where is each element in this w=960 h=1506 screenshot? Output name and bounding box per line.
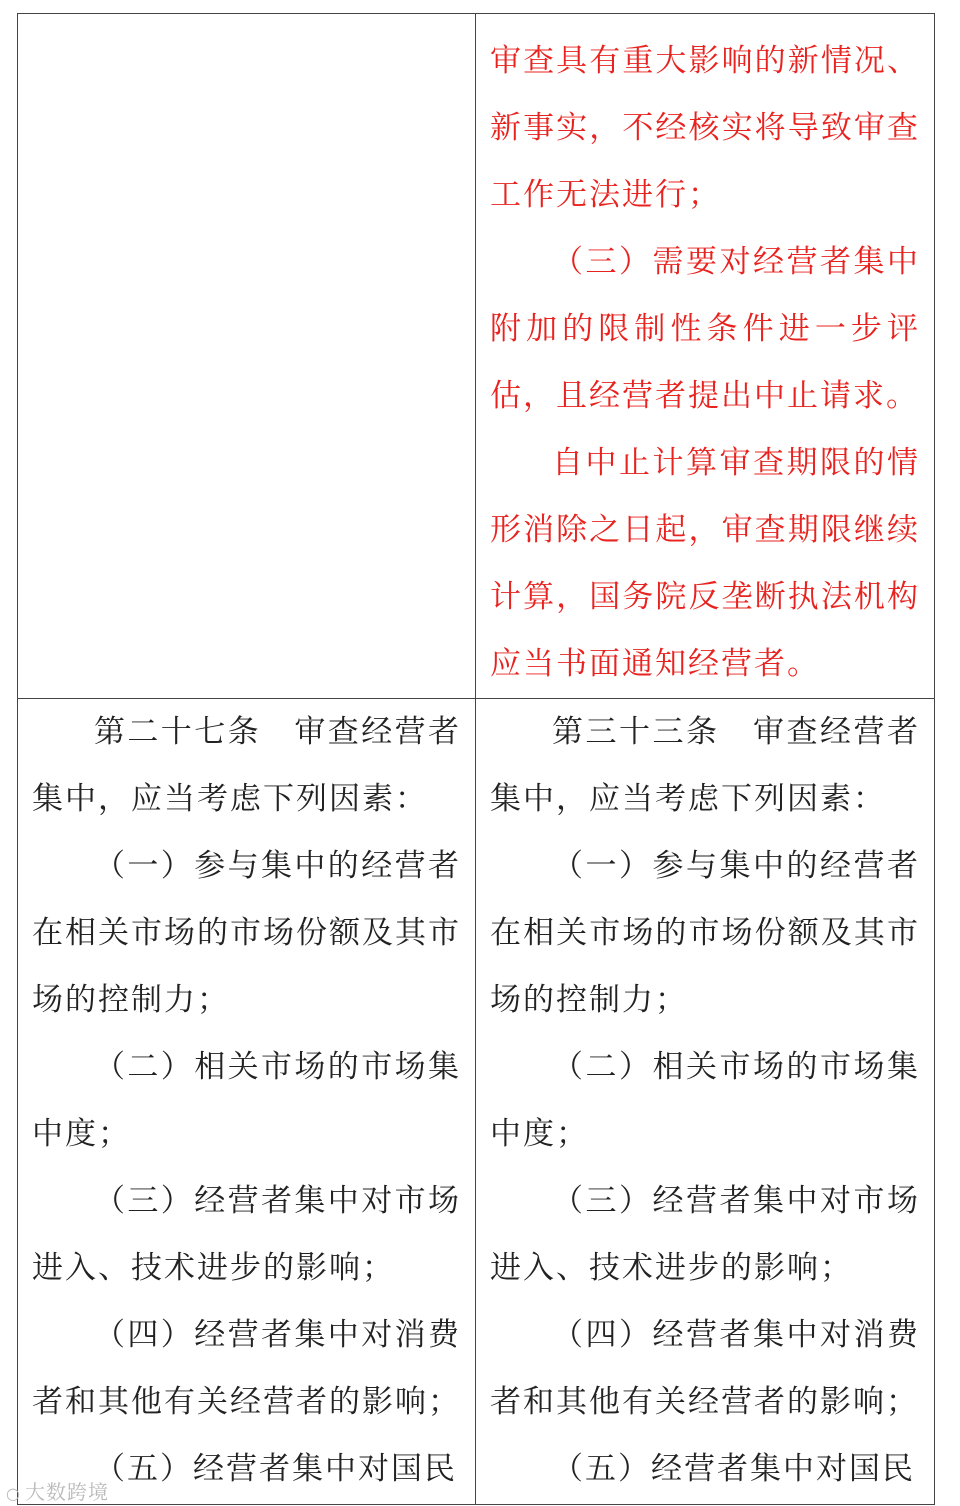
article-27-heading: 第二十七条 审查经营者集中，应当考虑下列因素：	[32, 714, 461, 817]
old-law-item: （一）参与集中的经营者在相关市场的市场份额及其市场的控制力；	[32, 848, 461, 1018]
new-law-cell-row2	[476, 699, 935, 1505]
old-law-cell-row2	[18, 699, 476, 1505]
new-law-item: （二）相关市场的市场集中度；	[490, 1049, 920, 1152]
new-law-cell-row1	[476, 14, 935, 699]
old-law-item: （二）相关市场的市场集中度；	[32, 1049, 461, 1152]
new-law-item: （四）经营者集中对消费者和其他有关经营者的影响；	[490, 1317, 920, 1420]
new-law-paragraph: 自中止计算审查期限的情形消除之日起，审查期限继续计算，国务院反垄断执法机构应当书面通知经营者。	[490, 445, 920, 682]
old-law-cell-row1	[18, 14, 476, 699]
comparison-table	[17, 13, 935, 1505]
chat-bubble-icon: ○	[6, 1484, 21, 1503]
new-law-item: （三）经营者集中对市场进入、技术进步的影响；	[490, 1183, 920, 1286]
new-law-item: （一）参与集中的经营者在相关市场的市场份额及其市场的控制力；	[490, 848, 920, 1018]
watermark	[6, 1476, 109, 1505]
table-row	[18, 699, 935, 1505]
new-law-item: （五）经营者集中对国民	[552, 1451, 915, 1487]
old-law-item: （三）经营者集中对市场进入、技术进步的影响；	[32, 1183, 461, 1286]
old-law-item: （五）经营者集中对国民	[94, 1451, 457, 1487]
table-row	[18, 14, 935, 699]
new-law-paragraph: （三）需要对经营者集中附加的限制性条件进一步评估，且经营者提出中止请求。	[490, 244, 920, 414]
article-33-heading: 第三十三条 审查经营者集中，应当考虑下列因素：	[490, 714, 920, 817]
old-law-item: （四）经营者集中对消费者和其他有关经营者的影响；	[32, 1317, 461, 1420]
new-law-paragraph: 审查具有重大影响的新情况、新事实，不经核实将导致审查工作无法进行；	[490, 43, 920, 213]
watermark-text: 大数跨境	[24, 1480, 109, 1504]
